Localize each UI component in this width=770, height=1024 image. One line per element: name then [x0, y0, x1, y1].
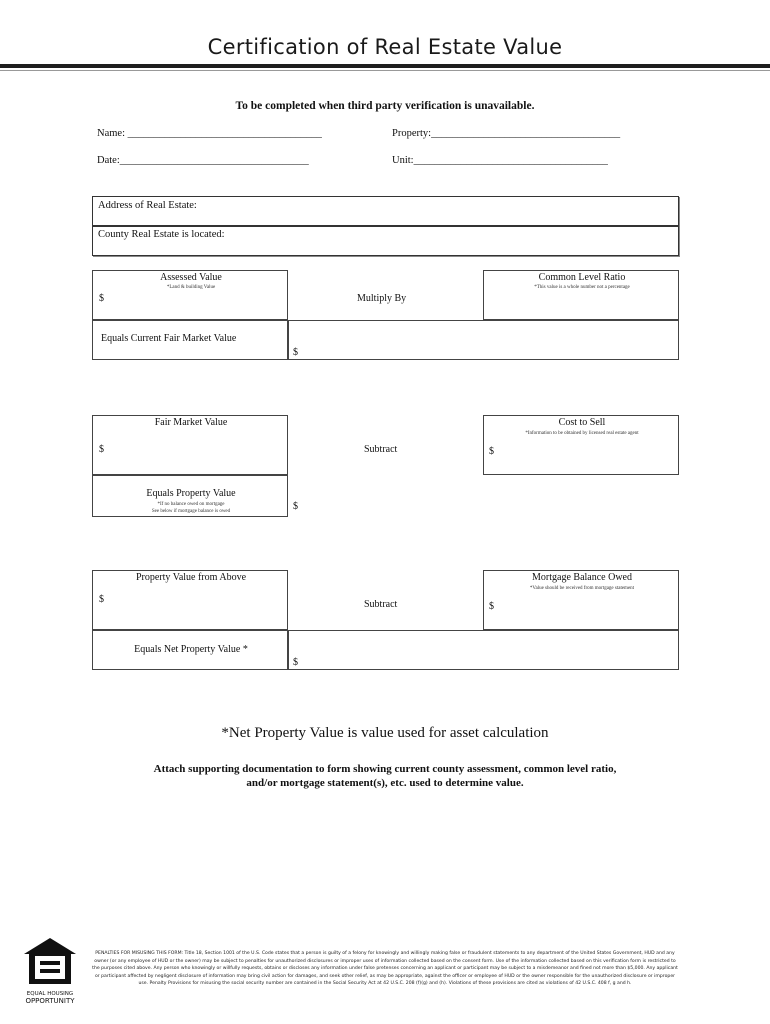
address-box[interactable]	[92, 196, 679, 226]
net-property-value-dollar: $	[293, 657, 298, 668]
county-label: County Real Estate is located:	[98, 229, 225, 240]
fair-market-value-box[interactable]	[92, 415, 288, 475]
name-field[interactable]: Name: _____________________________________	[97, 128, 322, 139]
pv-dollar: $	[99, 594, 104, 605]
assessed-value-note: *Land & building Value	[166, 285, 216, 290]
multiply-by-label: Multiply By	[357, 293, 407, 304]
unit-field[interactable]: Unit:_____________________________________	[392, 155, 608, 166]
property-value-label: Equals Property Value	[146, 488, 236, 499]
assessed-dollar: $	[99, 293, 104, 304]
address-label: Address of Real Estate:	[98, 200, 197, 211]
net-property-value-box[interactable]	[288, 630, 679, 670]
mortgage-balance-note: *Value should be received from mortgage statement	[529, 586, 635, 591]
cost-to-sell-box[interactable]	[483, 415, 679, 475]
eho-line-2: OPPORTUNITY	[25, 997, 75, 1005]
cost-to-sell-label: Cost to Sell	[558, 417, 606, 428]
attach-line-1: Attach supporting documentation to form showing current county assessment, common level ratio,	[153, 763, 617, 775]
current-fmv-value-box[interactable]	[288, 320, 679, 360]
assessed-value-box[interactable]	[92, 270, 288, 320]
current-fmv-label: Equals Current Fair Market Value	[101, 333, 237, 344]
fmv-dollar: $	[99, 444, 104, 455]
eho-line-1: EQUAL HOUSING	[26, 991, 74, 997]
subtract-label-1: Subtract	[364, 444, 398, 455]
cost-to-sell-note: *Information to be obtained by licensed real estate agent	[525, 431, 639, 436]
common-level-ratio-label: Common Level Ratio	[538, 272, 626, 283]
page-title: Certification of Real Estate Value	[207, 35, 563, 59]
common-level-ratio-note: *This value is a whole number not a percentage	[534, 285, 630, 290]
cost-dollar: $	[489, 446, 494, 457]
property-value-note-1: *If no balance owed on mortgage	[157, 502, 225, 507]
current-fmv-label-box	[92, 320, 288, 360]
fair-market-value-label: Fair Market Value	[154, 417, 228, 428]
mortgage-dollar: $	[489, 601, 494, 612]
current-fmv-dollar: $	[293, 347, 298, 358]
penalties-text: PENALTIES FOR MISUSING THIS FORM: Title 18, Section 1001 of the U.S. Code states that a person is guilty of a felony for knowingly and willingly making false or fraudulent statements to any department of the United States Government, HUD and any owner (or any employee of HUD or the owner) may be subject to penalties for unauthorized disclosures or improper uses of information collected based on the consent form. Use of the information collected based on this verification form is restricted to the purposes cited above. Any person who knowingly or willfully requests, obtains or discloses any information under false pretenses concerning an applicant or participant may be subject to a misdemeanor and fined not more than $5,000. Any applicant or participant affected by negligent disclosure of information may bring civil action for damages, and seek other relief, as may be appropriate, against the officer or employee of HUD or the owner responsible for the unauthorized disclosure or improper use. Penalty Provisions for misusing the social security number are contained in the Social Security Act at 42 U.S.C. 208 (f)(g) and (h). Violations of these provisions are cited as violations of 42 U.S.C. 408 f, g and h.	[92, 951, 678, 987]
assessed-value-label: Assessed Value	[160, 272, 222, 283]
net-property-value-label: Equals Net Property Value *	[134, 644, 248, 655]
property-value-from-above-box[interactable]	[92, 570, 288, 630]
property-value-from-above-label: Property Value from Above	[135, 572, 247, 583]
property-field[interactable]: Property:____________________________________	[392, 128, 621, 139]
mortgage-balance-box[interactable]	[483, 570, 679, 630]
net-property-value-label-box	[92, 630, 288, 670]
property-value-dollar: $	[293, 501, 298, 512]
equal-housing-opportunity-icon	[22, 936, 78, 986]
common-level-ratio-box[interactable]	[483, 270, 679, 320]
net-property-value-footnote: *Net Property Value is value used for asset calculation	[221, 725, 549, 741]
property-value-label-box	[92, 475, 288, 517]
mortgage-balance-label: Mortgage Balance Owed	[532, 572, 632, 583]
attach-line-2: and/or mortgage statement(s), etc. used to determine value.	[246, 777, 524, 789]
property-value-note-2: See below if mortgage balance is owed	[151, 509, 231, 514]
subtract-label-2: Subtract	[364, 599, 398, 610]
attach-instructions	[100, 762, 670, 790]
equal-housing-logo	[22, 936, 78, 1005]
title-rule-thin	[0, 70, 770, 71]
date-field[interactable]: Date:____________________________________	[97, 155, 309, 166]
county-box[interactable]	[92, 226, 679, 256]
title-rule	[0, 64, 770, 68]
subtitle: To be completed when third party verification is unavailable.	[235, 100, 535, 112]
